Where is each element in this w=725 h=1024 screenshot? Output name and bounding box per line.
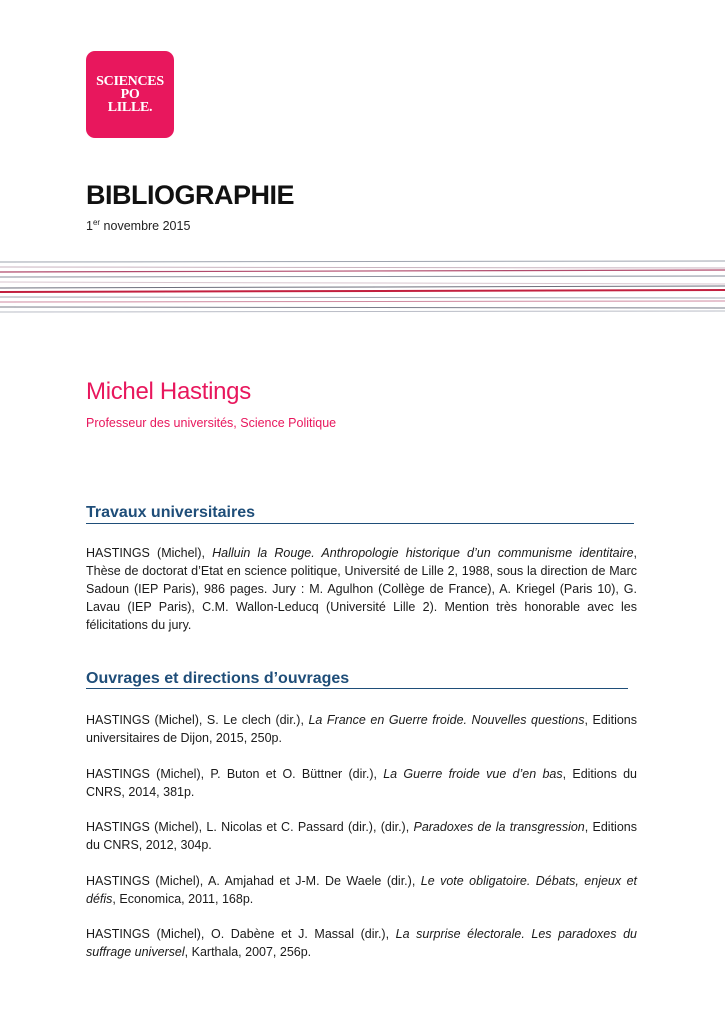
date-rest: novembre 2015 (100, 219, 191, 233)
bibliography-entry: HASTINGS (Michel), P. Buton et O. Büttner (dir.), La Guerre froide vue d’en bas, Editions du CNRS, 2014, 381p. (86, 767, 637, 799)
bibliography-entry: HASTINGS (Michel), A. Amjahad et J-M. De Waele (dir.), Le vote obligatoire. Débats, enjeux et défis, Economica, 2011, 168p. (86, 874, 638, 906)
bibliography-entry: HASTINGS (Michel), S. Le clech (dir.), La France en Guerre froide. Nouvelles questions, Editions universitaires de Dijon, 2015, 250p. (86, 713, 638, 745)
logo-line-2: PO (120, 87, 140, 102)
document-date (86, 219, 190, 233)
date-day: 1 (86, 219, 93, 233)
decorative-stripes (0, 255, 725, 317)
author-name: Michel Hastings (86, 378, 251, 405)
bibliography-entry: HASTINGS (Michel), Halluin la Rouge. Anthropologie historique d’un communisme identitaire, Thèse de doctorat d’Etat en science politique, Université de Lille 2, 1988, sous la direction de Marc Sadoun (IEP Paris), 986 pages. Jury : M. Agulhon (Collège de France), A. Kriegel (Paris 10), G. Lavau (IEP Paris), C.M. Wallon-Leducq (Université Lille 2). Mention très honorable avec les félicitations du jury. (86, 546, 638, 632)
date-ordinal: er (92, 217, 101, 227)
section-title-travaux: Travaux universitaires (86, 504, 255, 521)
section-rule (86, 688, 628, 689)
section-title-ouvrages: Ouvrages et directions d’ouvrages (86, 670, 350, 687)
bibliography-entry: HASTINGS (Michel), L. Nicolas et C. Passard (dir.), (dir.), Paradoxes de la transgression, Editions du CNRS, 2012, 304p. (86, 820, 637, 852)
sciences-po-lille-logo (86, 51, 174, 138)
logo-line-1: SCIENCES (96, 74, 164, 89)
author-role: Professeur des universités, Science Politique (86, 416, 337, 430)
page-title: BIBLIOGRAPHIE (86, 180, 295, 210)
logo-line-3: LILLE. (107, 100, 153, 115)
section-rule (86, 523, 634, 524)
bibliography-entry: HASTINGS (Michel), O. Dabène et J. Massal (dir.), La surprise électorale. Les paradoxes du suffrage universel, Karthala, 2007, 256p. (86, 927, 637, 959)
